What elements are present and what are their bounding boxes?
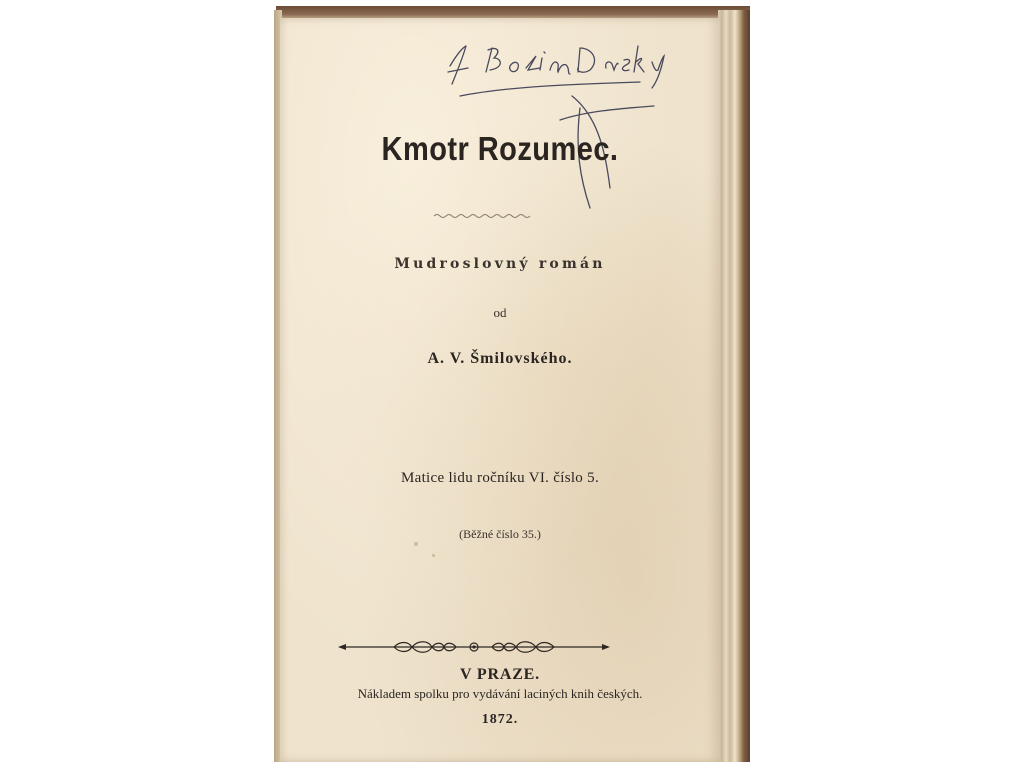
paper-speck	[430, 266, 433, 269]
handwritten-signature	[430, 38, 700, 218]
paper-speck	[414, 542, 418, 546]
author-name: A. V. Šmilovského.	[427, 350, 573, 367]
publication-year: 1872.	[481, 712, 519, 727]
publication-place: V PRAZE.	[460, 666, 540, 683]
title-divider	[432, 212, 532, 220]
running-number: (Běžné číslo 35.)	[459, 527, 541, 541]
series-info: Matice lidu ročníku VI. číslo 5.	[400, 470, 600, 486]
by-line: od	[493, 305, 507, 320]
book-title: Kmotr Rozumec.	[381, 130, 619, 167]
title-page	[280, 18, 720, 762]
publisher-line: Nákladem spolku pro vydávání laciných knih českých.	[357, 686, 643, 701]
paper-speck	[432, 554, 435, 557]
book-page-edges	[718, 10, 750, 762]
decorative-ornament	[338, 638, 610, 656]
book-subtitle: Mudroslovný román	[394, 256, 606, 272]
